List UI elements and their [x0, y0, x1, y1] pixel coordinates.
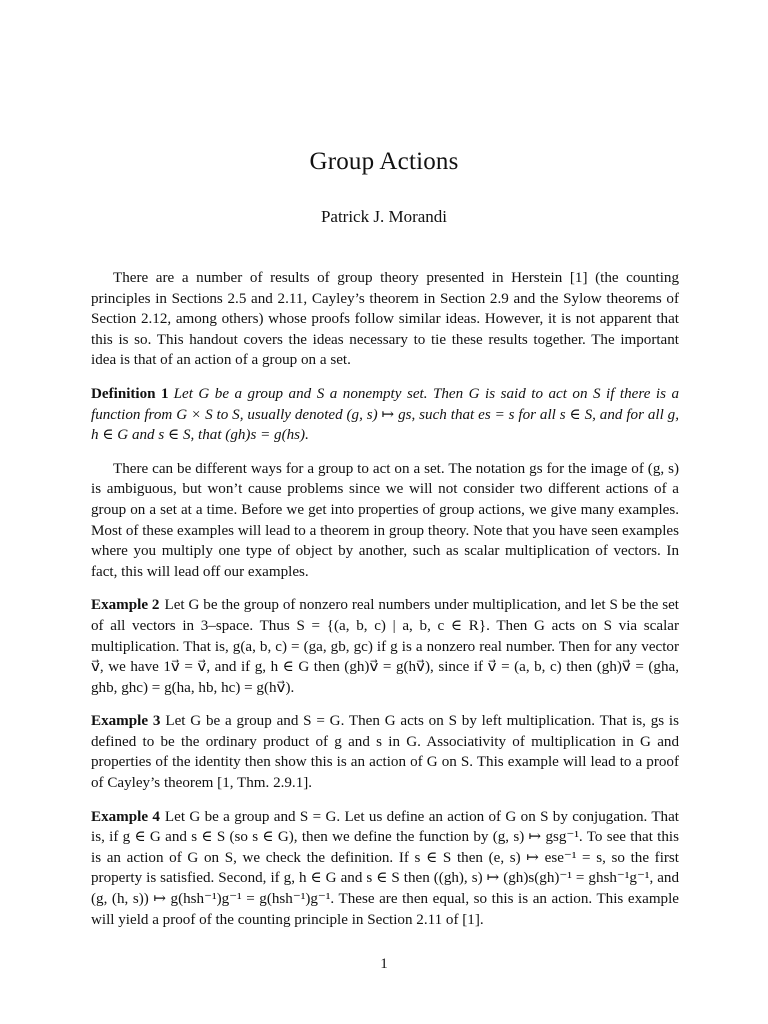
example-2-text: Let G be the group of nonzero real numbers under multiplication, and let S be the set of all vectors in 3–space. Thus S = {(a, b, c) | a, b, c ∈ R}. Then G acts on S via scalar multiplication. That is, g(a, b, c) = (ga, gb, gc) if g is a nonzero real number. Then for any vector v⃗, we have 1v⃗ = v⃗, and if g, h ∈ G then (gh)v⃗ = g(hv⃗), since if v⃗ = (a, b, c) then (gh)v⃗ = (gha, ghb, ghc) = g(ha, hb, hc) = g(hv⃗). [91, 597, 680, 696]
definition-1-text: Let G be a group and S a nonempty set. Then G is said to act on S if there is a function from G × S to S, usually denoted (g, s) ↦ gs, such that es = s for all s ∈ S, and for all g, h ∈ G and s ∈ S, that (gh)s = g(hs). [91, 385, 679, 444]
definition-1 [91, 384, 679, 446]
example-3-text: Let G be a group and S = G. Then G acts on S by left multiplication. That is, gs is defined to be the ordinary product of g and s in G. Associativity of multiplication in G and properties of the identity then show this is an action of G on S. This example will lead to a proof of Cayley’s theorem [1, Thm. 2.9.1]. [91, 713, 679, 792]
example-2-label: Example 2 [91, 597, 160, 614]
example-2 [91, 595, 679, 698]
definition-1-label: Definition 1 [91, 385, 169, 402]
example-4-label: Example 4 [91, 808, 160, 825]
example-3-label: Example 3 [91, 713, 161, 730]
example-4-text: Let G be a group and S = G. Let us define an action of G on S by conjugation. That is, if g ∈ G and s ∈ S (so s ∈ G), then we define the function by (g, s) ↦ gsg⁻¹. To see that this is an action of G on S, we check the definition. If s ∈ S then (e, s) ↦ ese⁻¹ = s, so the first property is satisfied. Second, if g, h ∈ G and s ∈ S then ((gh), s) ↦ (gh)s(gh)⁻¹ = ghsh⁻¹g⁻¹, and (g, (h, s)) ↦ g(hsh⁻¹)g⁻¹ = g(hsh⁻¹)g⁻¹. These are then equal, so this is an action. This example will yield a proof of the counting principle in Section 2.11 of [1]. [91, 808, 679, 928]
document-title: Group Actions [309, 148, 459, 175]
page-number: 1 [380, 956, 388, 972]
document-author: Patrick J. Morandi [320, 207, 448, 226]
example-3 [91, 711, 679, 793]
document-body [91, 268, 679, 930]
intro-paragraph: There are a number of results of group theory presented in Herstein [1] (the counting principles in Sections 2.5 and 2.11, Cayley’s theorem in Section 2.9 and the Sylow theorems of Section 2.12, among others) whose proofs follow similar ideas. However, it is not apparent that this is so. This handout covers the ideas necessary to tie these results together. The important idea is that of an action of a group on a set. [91, 270, 679, 369]
example-4 [91, 807, 679, 931]
group-actions-paragraph: There can be different ways for a group to act on a set. The notation gs for the image of (g, s) is ambiguous, but won’t cause problems since we will not consider two different actions of a group on a set at a time. Before we get into properties of group actions, we give many examples. Most of these examples will lead to a theorem in group theory. Note that you have seen examples where you multiply one type of object by another, such as scalar multiplication of vectors. In fact, this will lead off our examples. [91, 460, 679, 580]
